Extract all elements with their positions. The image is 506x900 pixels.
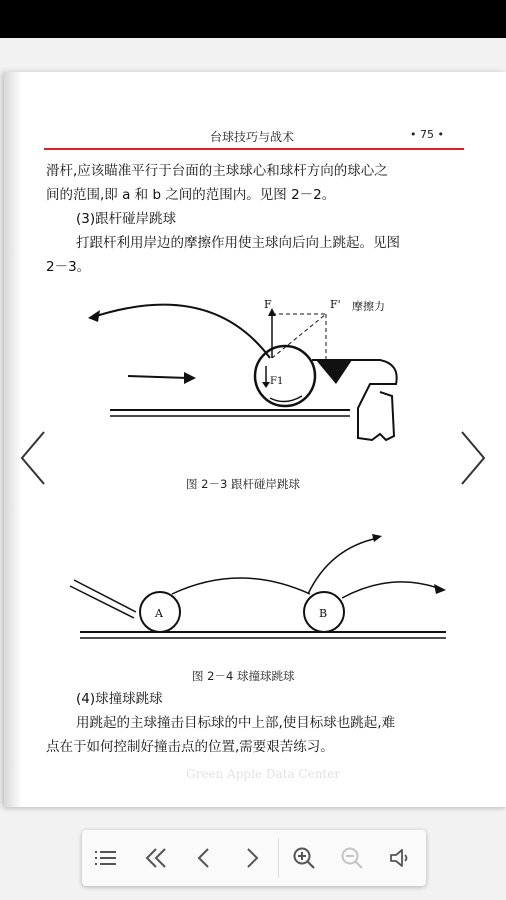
status-bar [0, 0, 506, 38]
body-line-5: 用跳起的主球撞击目标球的中上部,使目标球也跳起,难 [76, 715, 396, 731]
rebound-arrowhead [372, 534, 382, 542]
body-line-1: 滑杆,应该瞄准平行于台面的主球球心和球杆方向的球心之 [46, 163, 388, 179]
trajectory-arrowhead [88, 310, 100, 322]
zoom-out-icon [340, 846, 364, 870]
header-rule [44, 148, 464, 150]
label-friction: 摩擦力 [352, 300, 385, 313]
section-heading-3: (3)跟杆碰岸跳球 [76, 211, 177, 227]
running-title: 台球技巧与战术 [210, 130, 295, 144]
zoom-in-icon [292, 846, 316, 870]
next-page-button[interactable] [228, 830, 276, 886]
first-page-icon [144, 847, 168, 869]
contact-wedge [316, 360, 352, 384]
cue-stick-bottom [70, 586, 134, 618]
force-dashed-diagonal [272, 314, 326, 358]
ball-b-arrowhead [434, 584, 446, 594]
prev-page-icon [192, 847, 216, 869]
figure-2-4-caption: 图 2－4 球撞球跳球 [192, 669, 295, 683]
motion-arrowhead [184, 372, 196, 384]
label-f1: F1 [270, 376, 284, 387]
watermark: Green Apple Data Center [186, 767, 341, 781]
trajectory-arc [90, 305, 270, 358]
zoom-out-button[interactable] [328, 830, 376, 886]
ball-a-rebound-arc [308, 538, 378, 594]
label-f-prime: F' [330, 298, 341, 311]
hop-arc-1 [172, 578, 310, 594]
reader-toolbar [82, 830, 426, 886]
read-aloud-button[interactable] [376, 830, 424, 886]
body-line-4: 2－3。 [46, 259, 91, 275]
figure-2-4 [60, 528, 460, 648]
body-line-2: 间的范围,即 a 和 b 之间的范围内。见图 2－2。 [46, 187, 336, 203]
prev-page-button[interactable] [180, 830, 228, 886]
ball-a-label: A [155, 607, 163, 620]
next-page-icon [240, 847, 264, 869]
cue-ball [255, 346, 315, 406]
first-page-button[interactable] [132, 830, 180, 886]
cushion-rail [312, 360, 397, 440]
figure-2-3-caption: 图 2－3 跟杆碰岸跳球 [186, 477, 300, 491]
motion-arrow [128, 376, 188, 378]
toolbar-divider [278, 838, 279, 878]
speaker-icon [388, 846, 412, 870]
figure-2-3 [80, 288, 420, 448]
cue-stick-top [74, 580, 136, 612]
ball-b-label: B [319, 607, 328, 620]
toc-button[interactable] [82, 830, 130, 886]
section-heading-4: (4)球撞球跳球 [76, 691, 163, 707]
spin-arc [270, 396, 302, 402]
body-line-3: 打跟杆利用岸边的摩擦作用使主球向后向上跳起。见图 [76, 235, 400, 251]
force-f1-arrowhead [262, 382, 270, 388]
body-line-6: 点在于如何控制好撞击点的位置,需要艰苦练习。 [46, 739, 334, 755]
list-icon [94, 848, 118, 868]
ball-b-arc [342, 582, 438, 598]
label-f: F [264, 298, 272, 311]
prev-page-arrow-icon[interactable] [18, 428, 48, 488]
next-page-arrow-icon[interactable] [458, 428, 488, 488]
page-number: • 75 • [410, 128, 444, 141]
zoom-in-button[interactable] [280, 830, 328, 886]
